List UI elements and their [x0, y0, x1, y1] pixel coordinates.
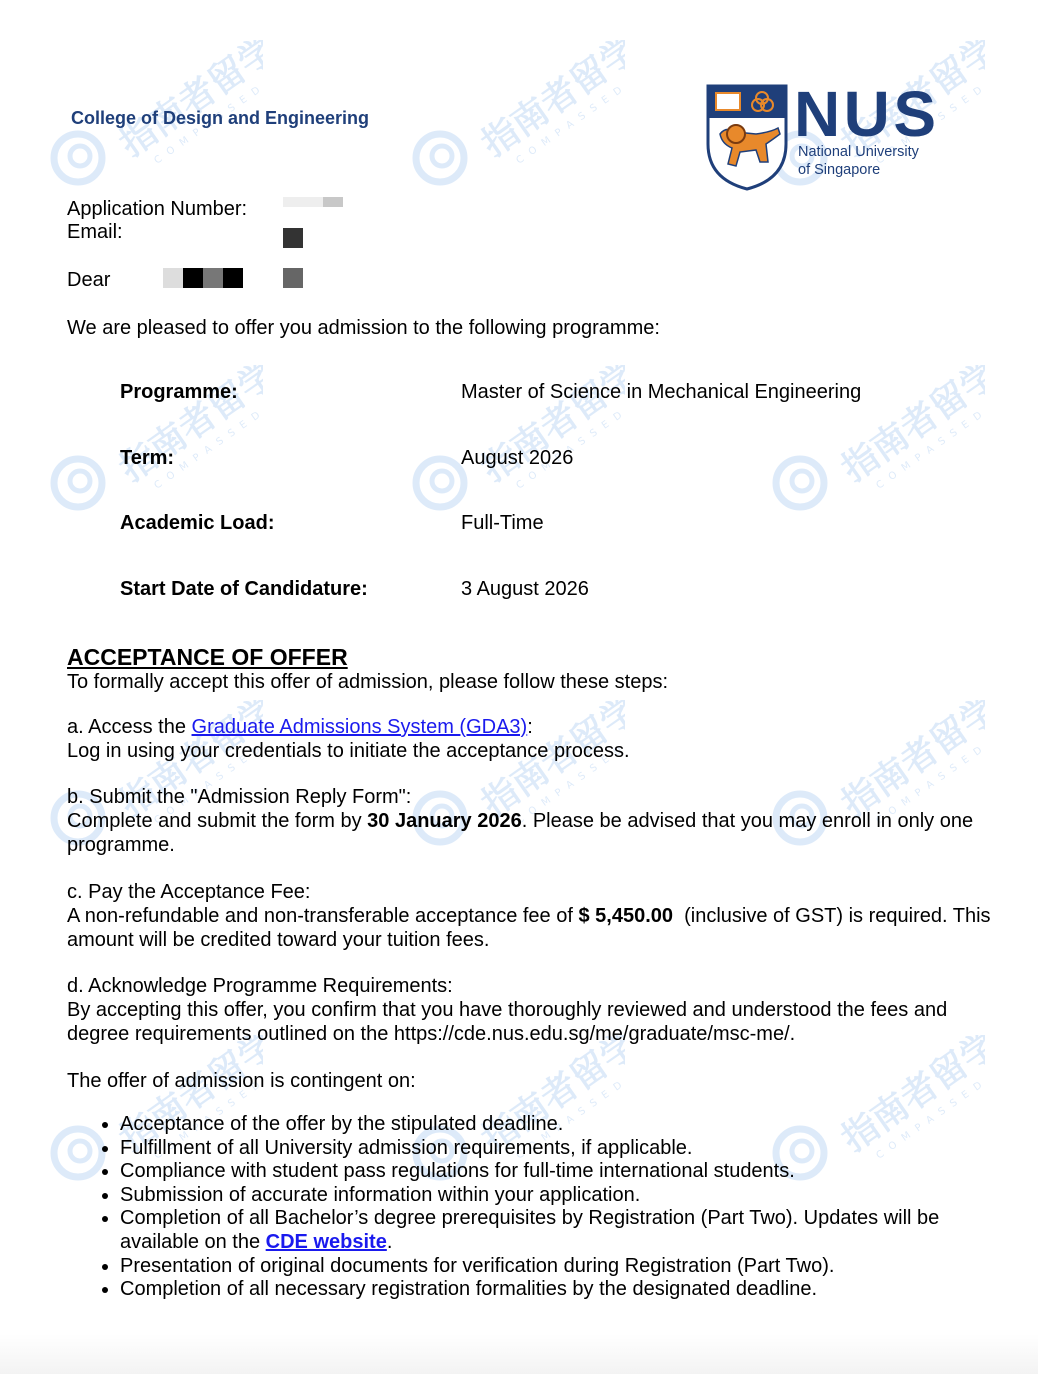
svg-text:指南者留学: 指南者留学	[112, 365, 263, 491]
step-c-title: c. Pay the Acceptance Fee:	[67, 881, 311, 903]
svg-text:COMPASSEDU: COMPASSEDU	[152, 731, 263, 827]
academic-load-value: Full-Time	[461, 512, 544, 534]
contingent-intro: The offer of admission is contingent on:	[67, 1070, 416, 1092]
acceptance-fee: $ 5,450.00	[578, 905, 674, 927]
programme-value: Master of Science in Mechanical Engineering	[461, 381, 862, 403]
acceptance-intro: To formally accept this offer of admission, please follow these steps:	[67, 671, 669, 693]
svg-text:指南者留学: 指南者留学	[112, 1035, 263, 1161]
logo-wordmark: NUS	[794, 84, 936, 150]
application-number-label: Application Number:	[67, 198, 248, 220]
list-item-text: Completion of all Bachelor’s degree prerequisites by Registration (Part Two). Updates will be available on the	[120, 1207, 940, 1253]
step-b-text-end: . Please be advised that you may enroll in only one programme.	[67, 810, 974, 856]
svg-text:COMPASSEDU: COMPASSEDU	[874, 731, 985, 827]
intro-text: We are pleased to offer you admission to the following programme:	[67, 317, 660, 339]
step-b-text: Complete and submit the form by	[67, 810, 368, 832]
svg-text:指南者留学: 指南者留学	[112, 700, 263, 826]
step-d	[67, 974, 997, 1046]
start-date-value: 3 August 2026	[461, 578, 589, 600]
svg-text:COMPASSEDU: COMPASSEDU	[152, 396, 263, 492]
step-c-text: A non-refundable and non-transferable acceptance fee of	[67, 905, 579, 927]
dear-label: Dear	[67, 269, 111, 291]
list-item-end: .	[386, 1230, 393, 1253]
list-item: • Completion of all necessary registration formalities by the designated deadline.	[120, 1278, 997, 1302]
svg-text:COMPASSEDU: COMPASSEDU	[514, 71, 625, 167]
svg-text:COMPASSEDU: COMPASSEDU	[152, 1066, 263, 1162]
svg-text:COMPASSEDU: COMPASSEDU	[874, 1066, 985, 1162]
svg-text:指南者留学: 指南者留学	[834, 365, 985, 491]
term-label: Term:	[120, 447, 175, 469]
list-item: • Fulfillment of all University admission requirements, if applicable.	[120, 1137, 997, 1161]
nus-logo	[706, 84, 941, 194]
step-a	[67, 715, 997, 763]
step-a-suffix: :	[527, 716, 533, 738]
step-b-title: b. Submit the "Admission Reply Form":	[67, 786, 412, 808]
college-name: College of Design and Engineering	[71, 108, 370, 128]
acceptance-heading: ACCEPTANCE OF OFFER	[67, 644, 348, 670]
page-bottom-edge	[0, 1334, 1038, 1374]
svg-text:指南者留学: 指南者留学	[474, 40, 625, 166]
redacted-application-number	[283, 197, 323, 207]
svg-text:指南者留学: 指南者留学	[834, 40, 985, 166]
step-b	[67, 785, 997, 857]
logo-line2: of Singapore	[798, 162, 881, 178]
svg-text:指南者留学: 指南者留学	[112, 40, 263, 166]
svg-text:COMPASSEDU: COMPASSEDU	[152, 71, 263, 167]
email-label: Email:	[67, 221, 123, 243]
list-item	[120, 1207, 997, 1254]
programme-label: Programme:	[120, 381, 238, 403]
reply-deadline: 30 January 2026	[367, 810, 522, 832]
redacted-name	[163, 268, 243, 288]
watermark	[410, 40, 625, 190]
start-date-label: Start Date of Candidature:	[120, 578, 368, 600]
svg-text:COMPASSEDU: COMPASSEDU	[514, 396, 625, 492]
svg-text:指南者留学: 指南者留学	[834, 1035, 985, 1161]
list-item: • Submission of accurate information within your application.	[120, 1184, 997, 1208]
svg-text:COMPASSEDU: COMPASSEDU	[514, 1066, 625, 1162]
svg-text:指南者留学: 指南者留学	[474, 1035, 625, 1161]
step-a-prefix: a. Access the	[67, 716, 192, 738]
gda3-link[interactable]: Graduate Admissions System (GDA3)	[191, 716, 528, 738]
term-value: August 2026	[461, 447, 574, 469]
logo-line1: National University	[798, 144, 919, 160]
list-item: • Presentation of original documents for verification during Registration (Part Two).	[120, 1255, 997, 1279]
svg-text:COMPASSEDU: COMPASSEDU	[514, 731, 625, 827]
step-d-title: d. Acknowledge Programme Requirements:	[67, 975, 453, 997]
list-item: • Acceptance of the offer by the stipulated deadline.	[120, 1113, 997, 1137]
cde-website-link[interactable]: CDE website	[265, 1230, 387, 1253]
list-item: • Compliance with student pass regulations for full-time international students.	[120, 1160, 997, 1184]
svg-text:指南者留学: 指南者留学	[474, 365, 625, 491]
step-c	[67, 880, 997, 952]
svg-text:COMPASSEDU: COMPASSEDU	[874, 71, 985, 167]
step-c-text-end: (inclusive of GST) is required. This amount will be credited toward your tuition fees.	[67, 905, 997, 951]
redacted-email	[283, 228, 303, 248]
step-a-body: Log in using your credentials to initiate the acceptance process.	[67, 740, 630, 762]
redacted-application-number-part	[323, 197, 343, 207]
svg-text:指南者留学: 指南者留学	[474, 700, 625, 826]
svg-text:指南者留学: 指南者留学	[834, 700, 985, 826]
redacted-name-part	[283, 268, 303, 288]
academic-load-label: Academic Load:	[120, 512, 275, 534]
svg-text:COMPASSEDU: COMPASSEDU	[874, 396, 985, 492]
step-d-body: By accepting this offer, you confirm that you have thoroughly reviewed and understood the fees and degree requirements outlined on the https://cde.nus.edu.sg/me/graduate/msc-me/.	[67, 999, 948, 1045]
contingent-list	[67, 1113, 997, 1302]
